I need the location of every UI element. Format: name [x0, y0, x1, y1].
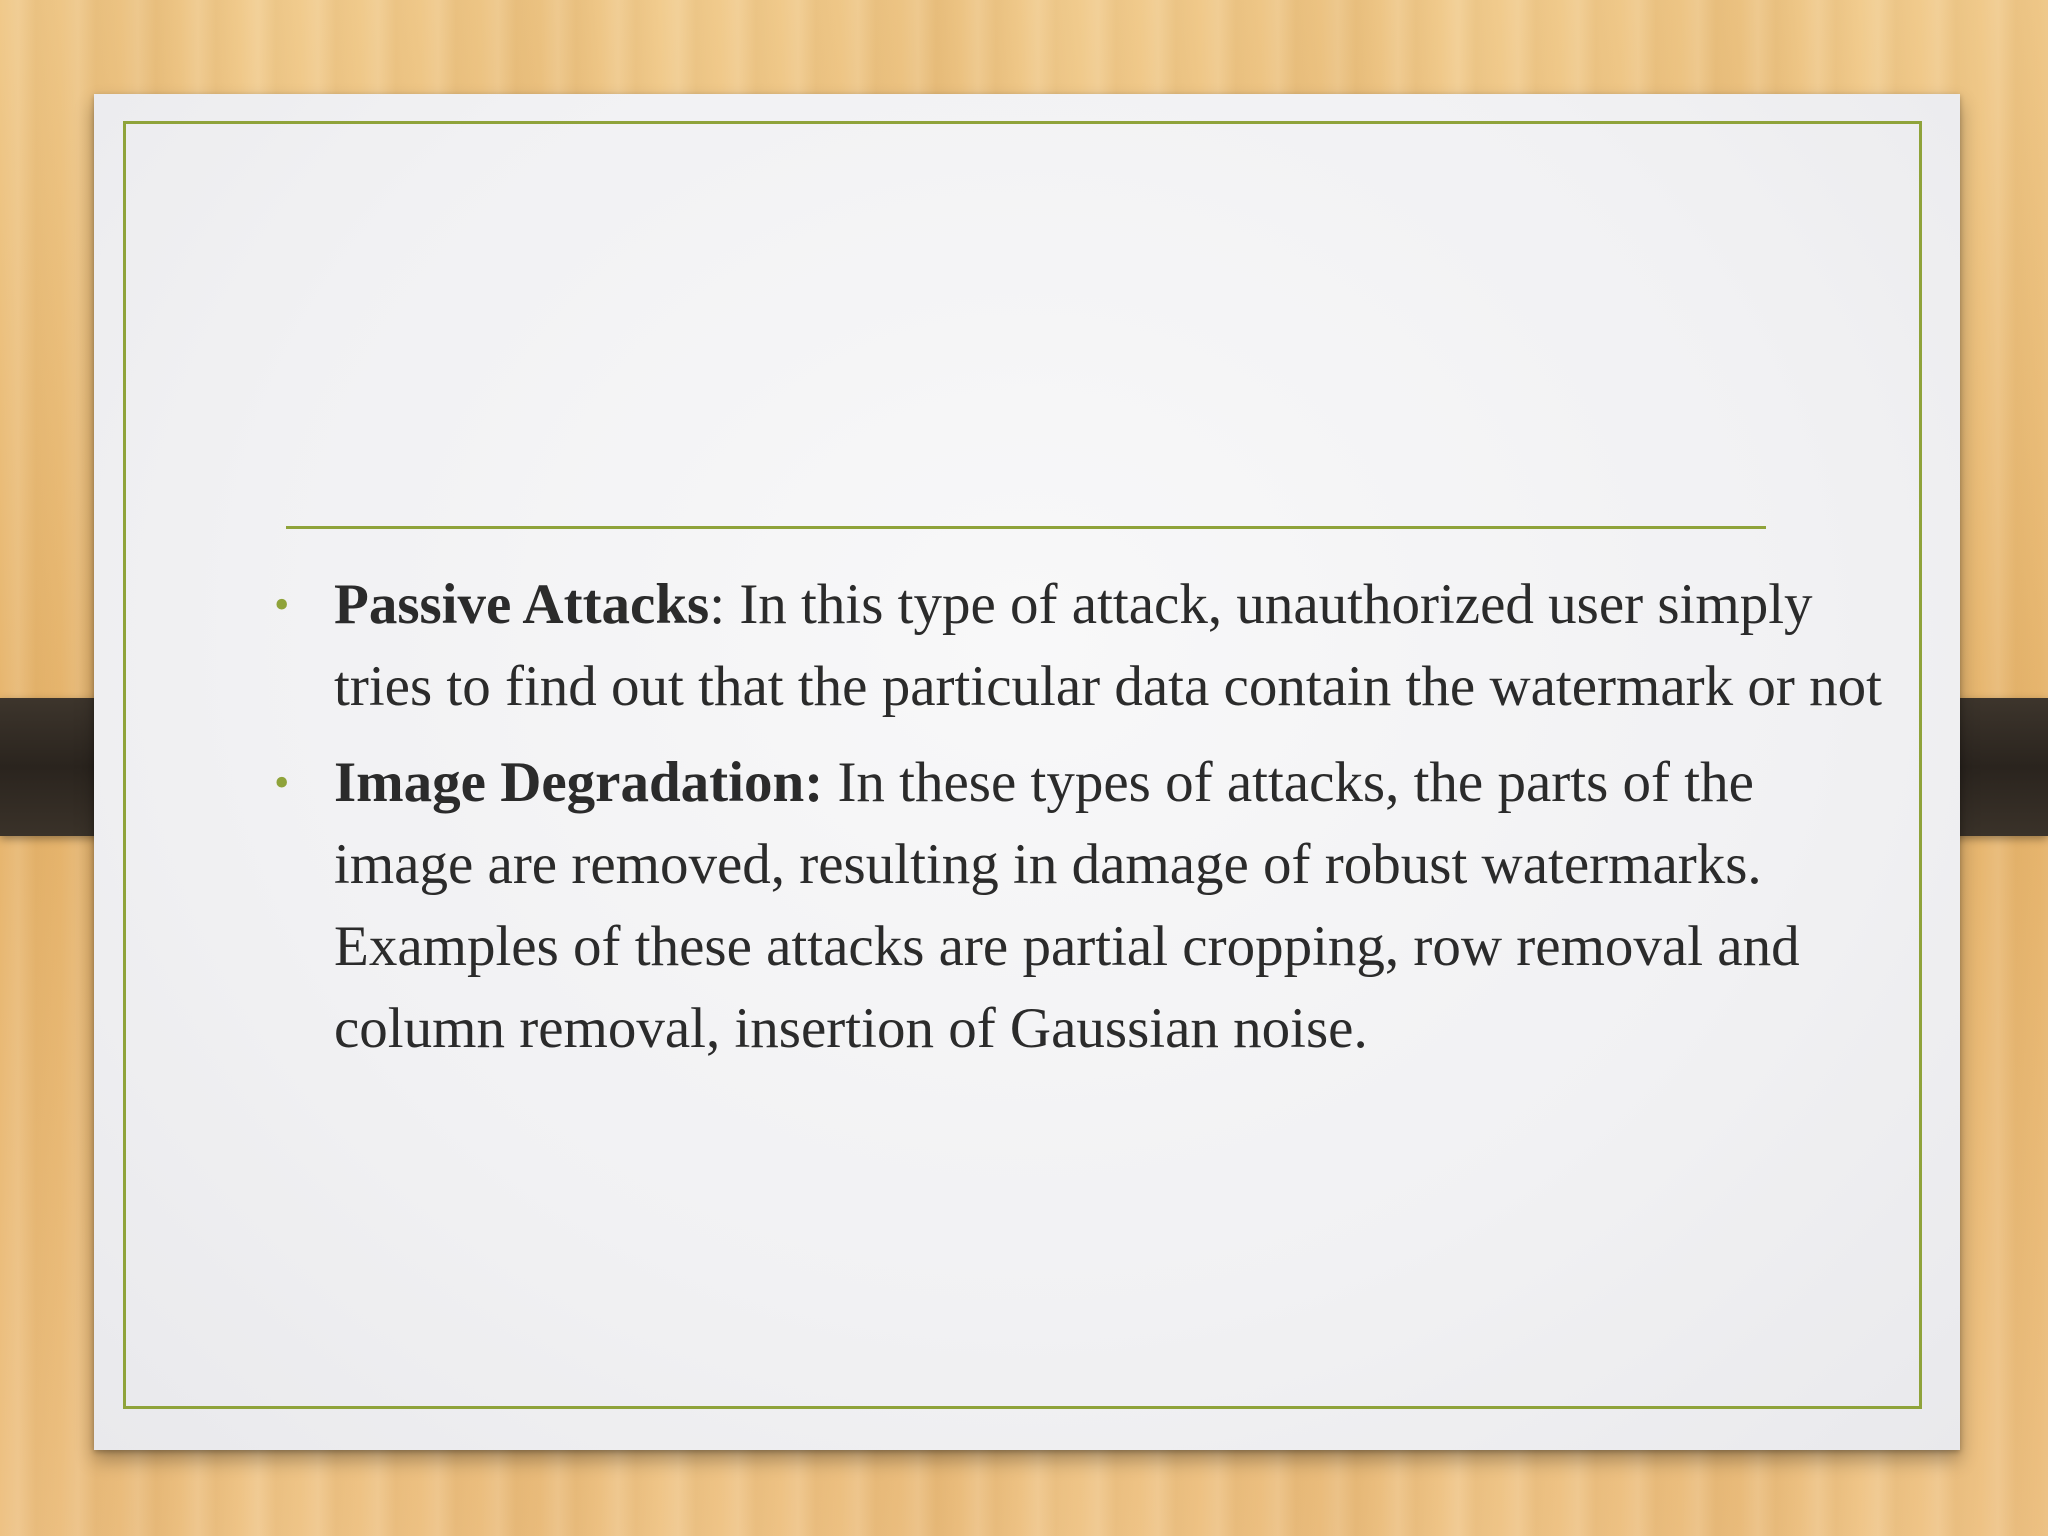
- bullet-list: [242, 564, 1902, 1084]
- bullet-dot-icon: •: [274, 580, 290, 629]
- bullet-separator: [823, 751, 837, 814]
- bullet-term: Passive Attacks: [334, 573, 710, 636]
- slide-paper: [94, 94, 1960, 1450]
- bullet-term: Image Degradation:: [334, 751, 824, 814]
- bullet-separator: :: [709, 573, 740, 636]
- bullet-item-passive-attacks: [242, 564, 1902, 728]
- bullet-item-image-degradation: [242, 742, 1902, 1070]
- bullet-text: In this type of attack, unauthorized user simply tries to find out that the particular data contain the watermark or not: [334, 573, 1882, 718]
- title-divider: [286, 526, 1766, 529]
- bullet-dot-icon: •: [274, 758, 290, 807]
- bullet-text: In these types of attacks, the parts of the image are removed, resulting in damage of robust watermarks. Examples of these attacks are partial cropping, row removal and column removal, insertion of Gaussian noise.: [334, 751, 1800, 1060]
